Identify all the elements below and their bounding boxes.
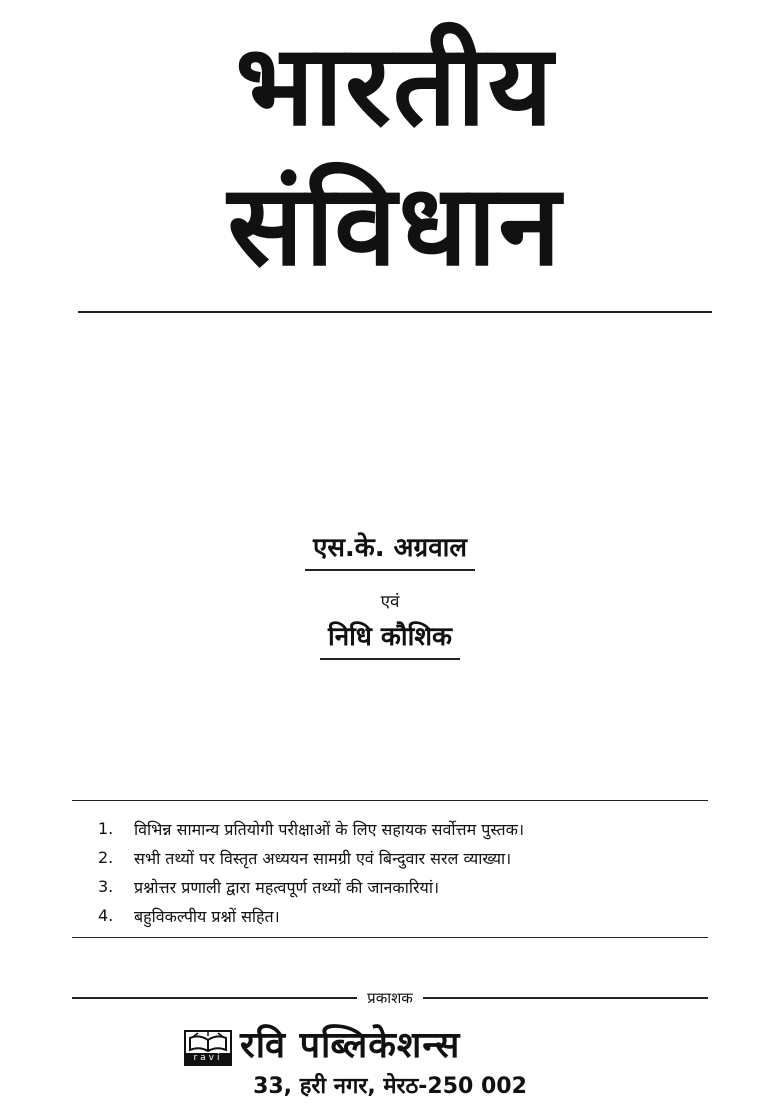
author-secondary	[0, 622, 780, 653]
publisher-label-left-rule	[72, 997, 357, 999]
book-title-line-2: संविधान	[227, 161, 563, 291]
publisher-logo	[184, 1030, 232, 1066]
book-title-line-1: भारतीय	[235, 21, 555, 151]
publisher-label-right-rule	[423, 997, 708, 999]
feature-text: विभिन्न सामान्य प्रतियोगी परीक्षाओं के लिए सहायक सर्वोत्तम पुस्तक।	[134, 819, 525, 839]
title-divider	[78, 311, 712, 313]
publisher-name: रवि पब्लिकेशन्स	[240, 1025, 461, 1066]
features-bottom-divider	[72, 937, 708, 938]
features-top-divider	[72, 800, 708, 801]
feature-number: 1.	[98, 819, 114, 838]
feature-item	[98, 843, 708, 872]
feature-text: सभी तथ्यों पर विस्तृत अध्ययन सामग्री एवं बिन्दुवार सरल व्याख्या।	[134, 848, 512, 868]
author-secondary-name: निधि कौशिक	[320, 622, 460, 660]
feature-number: 4.	[98, 906, 114, 925]
feature-item	[98, 901, 708, 930]
feature-text: बहुविकल्पीय प्रश्नों सहित।	[134, 906, 280, 926]
author-primary	[0, 533, 780, 564]
features-list	[98, 814, 708, 930]
feature-text: प्रश्नोत्तर प्रणाली द्वारा महत्वपूर्ण तथ्यों की जानकारियां।	[134, 877, 440, 897]
publisher-address: 33, हरी नगर, मेरठ-250 002	[253, 1074, 527, 1099]
logo-text: ravi	[186, 1053, 230, 1064]
feature-item	[98, 814, 708, 843]
publisher-label-row	[72, 988, 708, 1008]
feature-number: 2.	[98, 848, 114, 867]
open-book-icon	[186, 1032, 230, 1054]
author-conjunction: एवं	[380, 592, 400, 612]
feature-item	[98, 872, 708, 901]
publisher-label: प्रकाशक	[367, 989, 413, 1007]
feature-number: 3.	[98, 877, 114, 896]
author-primary-name: एस.के. अग्रवाल	[305, 533, 475, 571]
